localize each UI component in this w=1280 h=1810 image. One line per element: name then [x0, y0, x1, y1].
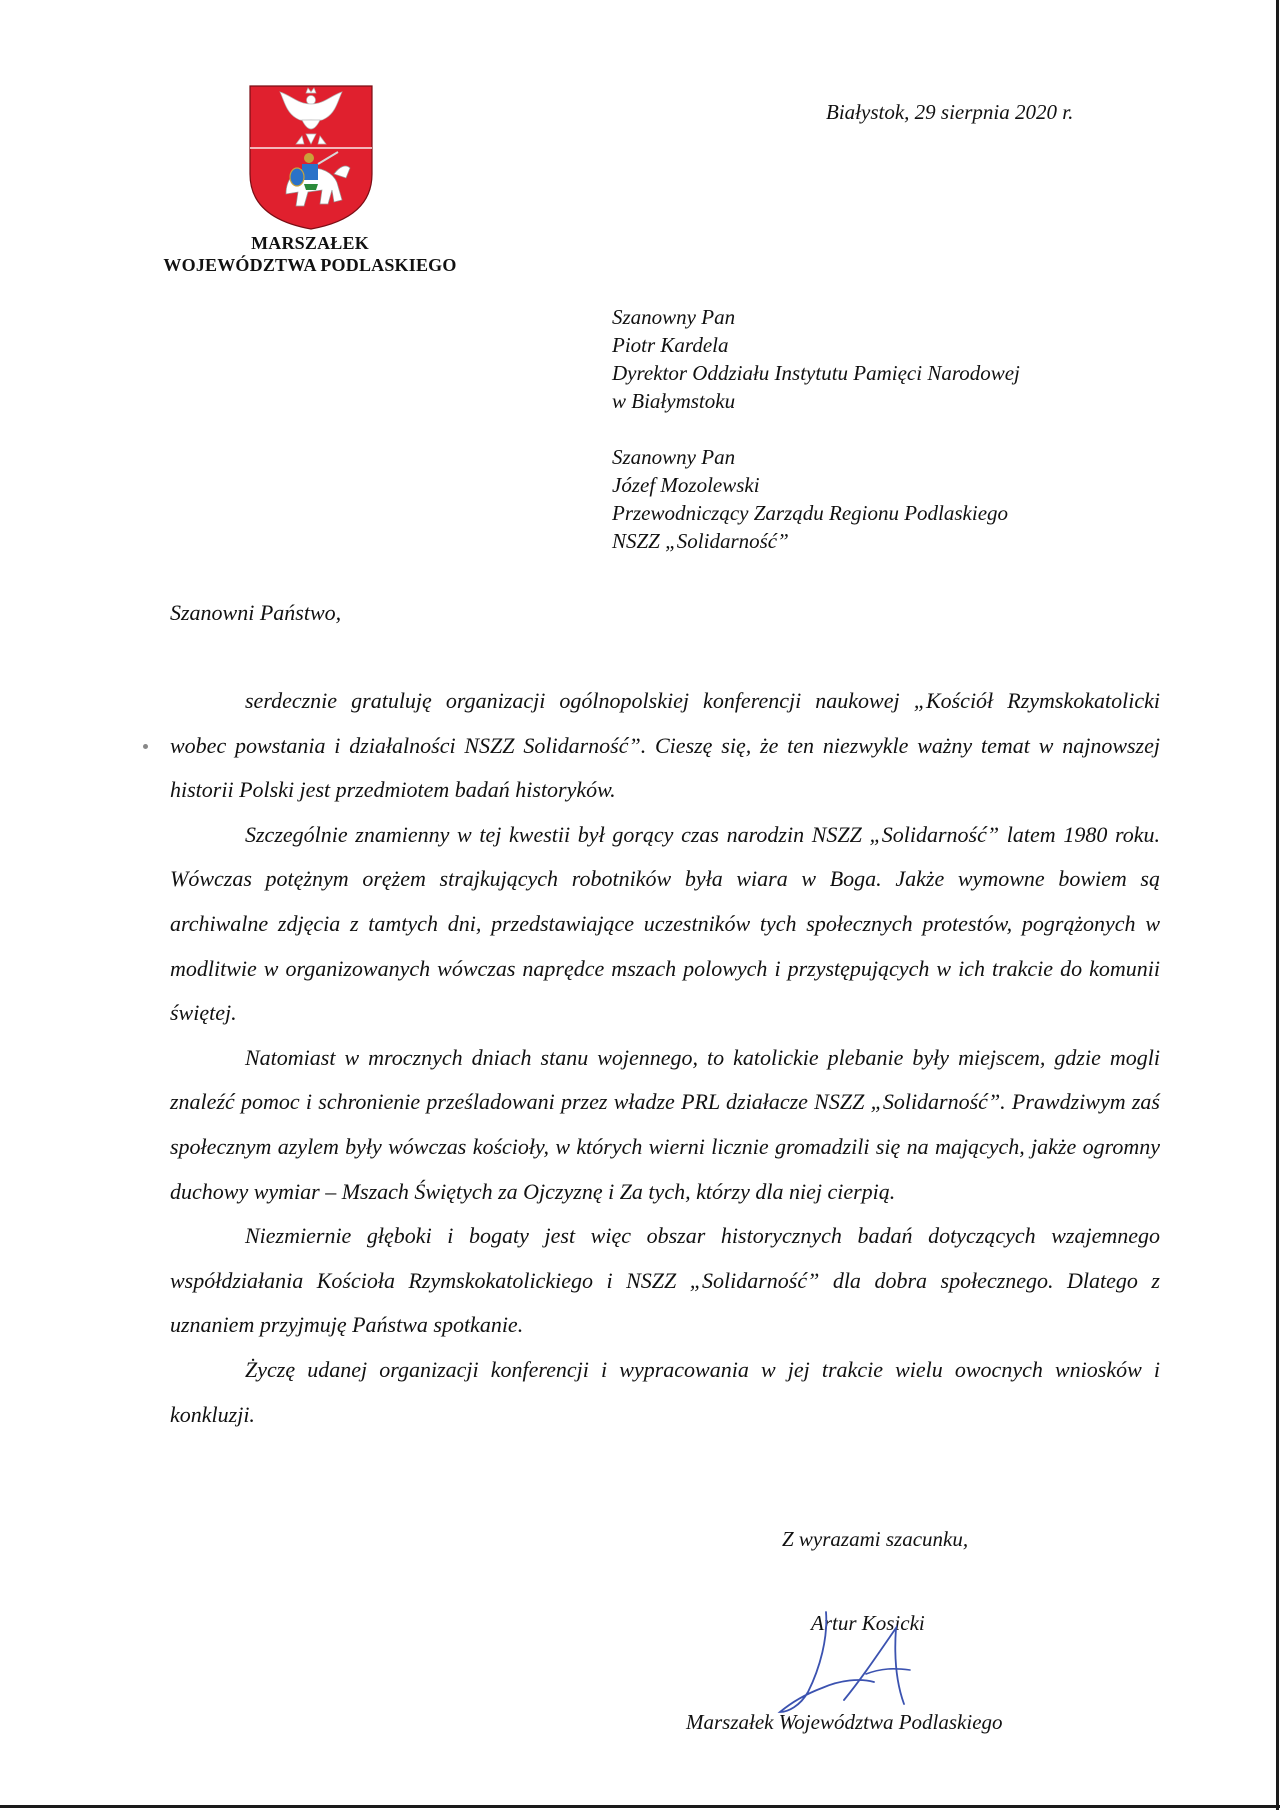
- signer-name: Artur Kosicki: [811, 1611, 925, 1635]
- addressee-line: Szanowny Pan: [612, 445, 736, 469]
- addressee-line: Szanowny Pan: [612, 305, 736, 329]
- addressee-line: Przewodniczący Zarządu Regionu Podlaskiego: [612, 501, 1009, 525]
- letter-body: [170, 679, 1160, 1437]
- addressee-line: NSZZ „Solidarność”: [612, 529, 789, 553]
- issuer-title-line-1: MARSZAŁEK: [251, 233, 369, 253]
- closing-phrase: Z wyrazami szacunku,: [782, 1527, 969, 1551]
- signer-title: Marszałek Województwa Podlaskiego: [686, 1710, 1003, 1734]
- body-paragraph: Życzę udanej organizacji konferencji i wypracowania w jej trakcie wielu owocnych wniosków i konkluzji.: [170, 1356, 1160, 1427]
- place-and-date: Białystok, 29 sierpnia 2020 r.: [826, 100, 1074, 124]
- addressee-line: Dyrektor Oddziału Instytutu Pamięci Narodowej: [612, 361, 1020, 385]
- scan-edge-bottom: [0, 1805, 1280, 1808]
- body-paragraph: Szczególnie znamienny w tej kwestii był gorący czas narodzin NSZZ „Solidarność” latem 1980 roku. Wówczas potężnym orężem strajkujących robotników była wiara w Boga. Jakże wymowne bowiem są archiwalne zdjęcia z tamtych dni, przedstawiające uczestników tych społecznych protestów, pogrążonych w modlitwie w organizowanych wówczas naprędce mszach polowych i przystępujących w ich trakcie do komunii świętej.: [170, 821, 1160, 1026]
- issuer-title: [140, 232, 480, 276]
- addressee-block-2: [612, 443, 1008, 555]
- scan-speck: [143, 744, 148, 749]
- body-paragraph: Natomiast w mrocznych dniach stanu wojennego, to katolickie plebanie były miejscem, gdzie mogli znaleźć pomoc i schronienie prześladowani przez władze PRL działacze NSZZ „Solidarność”. Prawdziwym zaś społecznym azylem były wówczas kościoły, w których wierni licznie gromadzili się na mających, jakże ogromny duchowy wymiar – Mszach Świętych za Ojczyznę i Za tych, którzy dla niej cierpią.: [170, 1044, 1160, 1204]
- addressee-line: Piotr Kardela: [612, 333, 729, 357]
- body-paragraph: serdecznie gratuluję organizacji ogólnopolskiej konferencji naukowej „Kościół Rzymskokatolicki wobec powstania i działalności NSZZ Solidarność”. Cieszę się, że ten niezwykle ważny temat w najnowszej historii Polski jest przedmiotem badań historyków.: [170, 688, 1160, 803]
- addressee-line: Józef Mozolewski: [612, 473, 760, 497]
- scan-edge-right: [1276, 0, 1279, 1810]
- issuer-title-line-2: WOJEWÓDZTWA PODLASKIEGO: [163, 255, 457, 275]
- handwritten-signature: [770, 1608, 940, 1720]
- podlaskie-coat-of-arms: [246, 82, 376, 232]
- body-paragraph: Niezmiernie głęboki i bogaty jest więc obszar historycznych badań dotyczących wzajemnego współdziałania Kościoła Rzymskokatolickiego i NSZZ „Solidarność” dla dobra społecznego. Dlatego z uznaniem przyjmuję Państwa spotkanie.: [170, 1223, 1160, 1338]
- addressee-block-1: [612, 303, 1020, 415]
- salutation: Szanowni Państwo,: [170, 600, 342, 625]
- addressee-line: w Białymstoku: [612, 389, 736, 413]
